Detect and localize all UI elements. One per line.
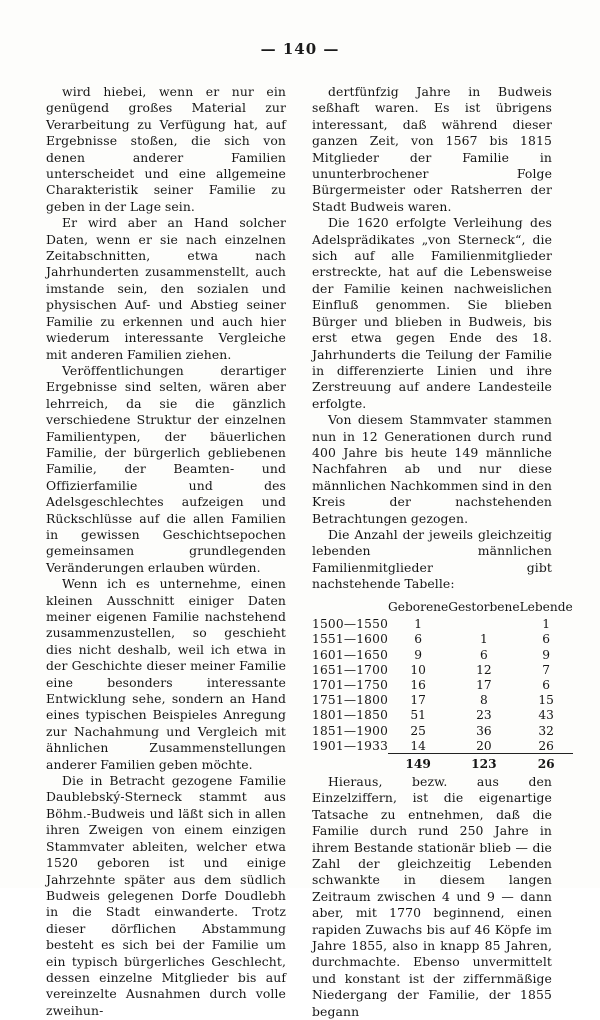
cell-born: 1 [414, 617, 423, 632]
cell-born: 9 [414, 647, 423, 662]
cell-died: 23 [476, 708, 492, 723]
cell-period: 1601—1650 [312, 647, 389, 662]
right-column [312, 84, 573, 1020]
cell-born: 17 [410, 693, 426, 708]
cell-born: 51 [410, 708, 426, 723]
cell-born: 6 [414, 632, 423, 647]
cell-died: 36 [476, 723, 492, 738]
table-header-row [312, 599, 573, 617]
cell-living: 9 [542, 647, 551, 662]
cell-living: 6 [542, 632, 551, 647]
cell-period: 1500—1550 [312, 617, 389, 632]
paragraph: Wenn ich es unternehme, einen kleinen Ausschnitt einiger Daten meiner eigenen Familie nachstehend zusammenzustellen, so geschieht dies nicht deshalb, weil ich etwa in der Geschichte dieser meiner Familie eine besonders interessante Entwicklung sehe, sondern an Hand eines typischen Beispieles Anregung zur Nachahmung und Vergleich mit ähnlichen Zusammenstellungen anderer Familien geben möchte. [46, 576, 286, 772]
cell-period: 1651—1700 [312, 662, 389, 677]
paragraph: Hieraus, bezw. aus den Einzelziffern, ist die eigenartige Tatsache zu entnehmen, daß die Familie durch rund 250 Jahre in ihrem Bestande stationär blieb — die Zahl der gleichzeitig Lebenden schwankte in diesem langen Zeitraum zwischen 4 und 9 — dann aber, mit 1770 beginnend, einen rapiden Zuwachs bis auf 46 Köpfe im Jahre 1855, also in knapp 85 Jahren, durchmachte. Ebenso unvermittelt und konstant ist der ziffernmäßige Niedergang der Familie, der 1855 begann [312, 773, 552, 1019]
generations-table [312, 599, 573, 772]
cell-died: 6 [480, 647, 488, 662]
paragraph: Veröffentlichungen derartiger Ergebnisse sind selten, wären aber lehrreich, da sie die gänzlich verschiedene Struktur der einzelnen Familientypen, der bäuerlichen Familie, der bürgerlich gebliebenen Familie, der Beamten- und Offizierfamilie und des Adelsgeschlechtes aufzeigen und Rückschlüsse auf die allen Familien in gewissen Geschichtsepochen gemeinsamen grundlegenden Veränderungen erlauben würden. [46, 362, 286, 575]
cell-died: 8 [480, 693, 488, 708]
cell-period: 1751—1800 [312, 693, 389, 708]
cell-period: 1701—1750 [312, 677, 389, 692]
page-folio: — 140 — [260, 40, 340, 58]
cell-living-total: 26 [520, 754, 573, 772]
cell-period: 1851—1900 [312, 723, 389, 738]
cell-died: 17 [476, 677, 492, 692]
cell-died: 12 [476, 662, 492, 677]
paragraph: dertfünfzig Jahre in Budweis seßhaft waren. Es ist übrigens interessant, daß während dieser ganzen Zeit, von 1567 bis 1815 Mitglieder der Familie in ununterbrochener Folge Bürgermeister oder Ratsherren der Stadt Budweis waren. [312, 84, 552, 214]
cell-born: 10 [410, 662, 426, 677]
column-header-died: Gestorbene [448, 599, 520, 614]
cell-living: 6 [542, 677, 551, 692]
two-column-body [46, 84, 573, 1020]
cell-living: 43 [538, 708, 554, 723]
paragraph: wird hiebei, wenn er nur ein genügend großes Material zur Verarbeitung zu Verfügung hat, auf Ergebnisse stoßen, die sich von denen anderer Familien unterscheidet und eine allgemeine Charakteristik seiner Familie zu geben in der Lage sein. [46, 84, 286, 214]
paragraph: Er wird aber an Hand solcher Daten, wenn er sie nach einzelnen Zeitabschnitten, etwa nach Jahrhunderten zusammenstellt, auch imstande sein, den sozialen und physischen Auf- und Abstieg seiner Familie zu erkennen und auch hier wiederum interessante Vergleiche mit anderen Familien ziehen. [46, 215, 286, 362]
cell-born: 14 [410, 738, 426, 753]
table-row [312, 723, 573, 738]
table-totals-row [312, 754, 573, 772]
cell-living: 32 [538, 723, 554, 738]
cell-period: 1901—1933 [312, 738, 389, 753]
table-row [312, 693, 573, 708]
cell-died [448, 617, 519, 632]
paragraph: Die Anzahl der jeweils gleichzeitig lebenden männlichen Familienmitglieder gibt nachstehende Tabelle: [312, 526, 552, 592]
table-row [312, 708, 573, 723]
cell-died: 1 [480, 632, 488, 647]
column-header-born: Geborene [388, 599, 449, 614]
table-row [312, 738, 573, 754]
table-row [312, 677, 573, 692]
cell-period: 1551—1600 [312, 632, 389, 647]
cell-born: 25 [410, 723, 426, 738]
table-row [312, 617, 573, 632]
table-row [312, 632, 573, 647]
cell-born: 16 [410, 677, 426, 692]
paragraph: Die 1620 erfolgte Verleihung des Adelsprädikates „von Sterneck“, die sich auf alle Familienmitglieder erstreckte, hat auf die Lebensweise der Familie keinen nachweislichen Einfluß genommen. Sie blieben Bürger und blieben in Budweis, bis erst etwa gegen Ende des 18. Jahrhunderts die Teilung der Familie in differenzierte Linien und ihre Zerstreuung auf andere Landesteile erfolgte. [312, 215, 552, 411]
cell-born-total: 149 [388, 754, 448, 772]
column-header-living: Lebende [519, 599, 573, 614]
cell-living: 7 [542, 662, 551, 677]
cell-living: 15 [538, 693, 554, 708]
paragraph: Von diesem Stammvater stammen nun in 12 Generationen durch rund 400 Jahre bis heute 149 männliche Nachfahren ab und nur diese männlichen Nachkommen sind in den Kreis der nachstehenden Betrachtungen gezogen. [312, 412, 552, 526]
paragraph: Die in Betracht gezogene Familie Daublebský-Sterneck stammt aus Böhm.-Budweis und läßt sich in allen ihren Zweigen von einem einzigen Stammvater ableiten, welcher etwa 1520 geboren ist und einige Jahrzehnte später aus dem südlich Budweis gelegenen Dorfe Doudlebh in die Stadt einwanderte. Trotz dieser dörflichen Abstammung besteht es sich bei der Familie um ein typisch bürgerliches Geschlecht, dessen einzelne Mitglieder bis auf vereinzelte Ausnahmen durch volle zweihun- [46, 773, 286, 1018]
cell-died-total: 123 [448, 754, 519, 772]
left-column [46, 84, 286, 1019]
cell-period: 1801—1850 [312, 708, 389, 723]
column-header-period [312, 599, 388, 617]
cell-living: 1 [542, 617, 551, 632]
cell-died: 20 [476, 738, 492, 753]
cell-period-total [312, 754, 388, 772]
table-row [312, 662, 573, 677]
table-row [312, 647, 573, 662]
cell-living: 26 [538, 738, 554, 753]
